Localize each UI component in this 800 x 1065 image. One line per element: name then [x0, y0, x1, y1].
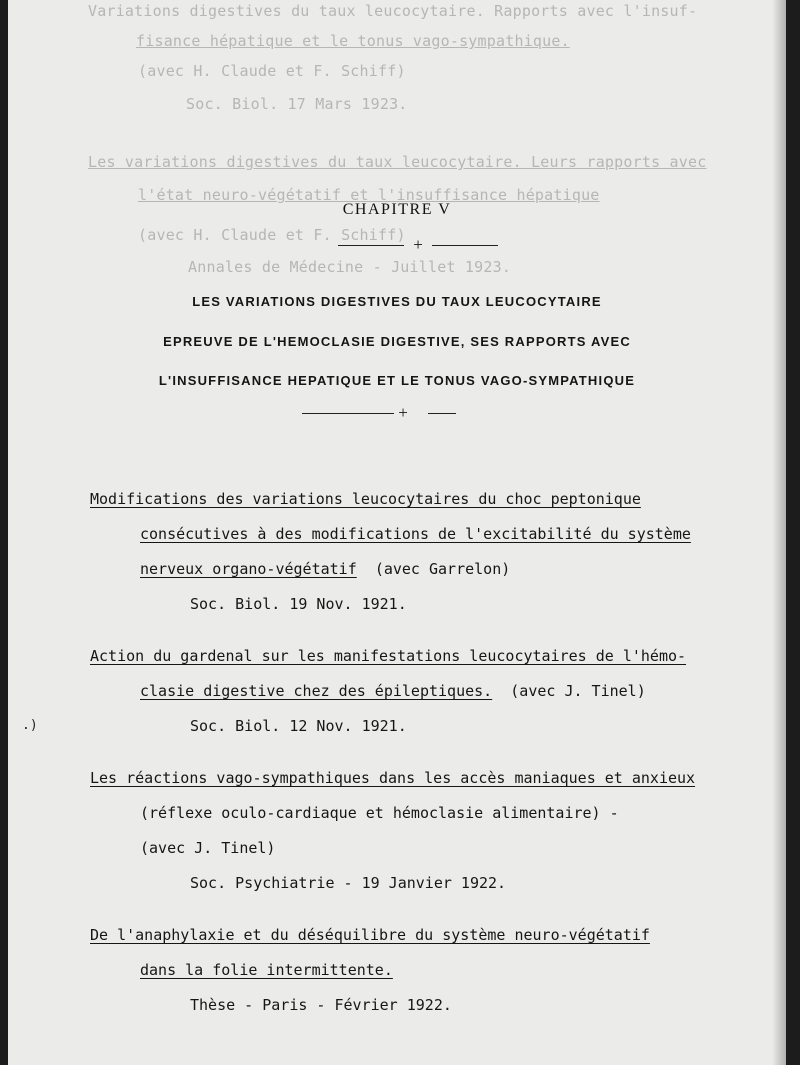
publication-title-line: Les réactions vago-sympathiques dans les accès maniaques et anxieux [90, 769, 696, 787]
document-page [8, 0, 786, 1065]
publication-citation: Thèse - Paris - Février 1922. [190, 996, 452, 1014]
chapter-title-line: L'INSUFFISANCE HEPATIQUE ET LE TONUS VAGO-SYMPATHIQUE [158, 373, 636, 388]
bleed-through-line: fisance hépatique et le tonus vago-sympathique. [136, 32, 570, 50]
bleed-through-line: l'état neuro-végétatif et l'insuffisance hépatique [138, 186, 600, 204]
divider-cross-icon: + [413, 235, 423, 254]
divider-cross-icon: + [398, 403, 408, 422]
publication-citation: Soc. Psychiatrie - 19 Janvier 1922. [190, 874, 507, 892]
publication-authors: (avec J. Tinel) [140, 839, 276, 857]
bleed-through-line: (avec H. Claude et F. Schiff) [138, 62, 406, 80]
margin-mark: .) [22, 718, 38, 733]
title-divider [302, 403, 456, 422]
publication-title-line: Action du gardenal sur les manifestations leucocytaires de l'hémo- [90, 647, 687, 665]
bleed-through-line: Variations digestives du taux leucocytaire. Rapports avec l'insuf- [88, 2, 698, 20]
publication-subtitle: (réflexe oculo-cardiaque et hémoclasie alimentaire) - [140, 804, 619, 822]
publication-title-line: De l'anaphylaxie et du déséquilibre du système neuro-végétatif [90, 926, 650, 944]
publication-title-line: dans la folie intermittente. [140, 961, 393, 979]
publication-citation: Soc. Biol. 12 Nov. 1921. [190, 717, 407, 735]
bleed-through-line: (avec H. Claude et F. Schiff) [138, 226, 406, 244]
publication-title-line: consécutives à des modifications de l'excitabilité du système [140, 525, 691, 543]
publication-title-line: clasie digestive chez des épileptiques. (avec J. Tinel) [140, 682, 646, 700]
publication-citation: Soc. Biol. 19 Nov. 1921. [190, 595, 407, 613]
divider-rule [432, 245, 498, 246]
publication-title-line: Modifications des variations leucocytaires du choc peptonique [90, 490, 641, 508]
divider-rule [428, 413, 456, 414]
publication-authors: (avec J. Tinel) [510, 682, 646, 700]
chapter-title-line: LES VARIATIONS DIGESTIVES DU TAUX LEUCOCYTAIRE [192, 294, 602, 309]
bleed-through-line: Soc. Biol. 17 Mars 1923. [186, 95, 408, 113]
bleed-through-line: Les variations digestives du taux leucocytaire. Leurs rapports avec [88, 153, 707, 171]
chapter-divider [338, 235, 498, 254]
publication-title-line: nerveux organo-végétatif (avec Garrelon) [140, 560, 511, 578]
chapter-heading: CHAPITRE V [342, 201, 452, 218]
publication-authors: (avec Garrelon) [374, 560, 511, 578]
chapter-title-line: EPREUVE DE L'HEMOCLASIE DIGESTIVE, SES RAPPORTS AVEC [163, 334, 631, 349]
bleed-through-line: Annales de Médecine - Juillet 1923. [188, 258, 512, 276]
